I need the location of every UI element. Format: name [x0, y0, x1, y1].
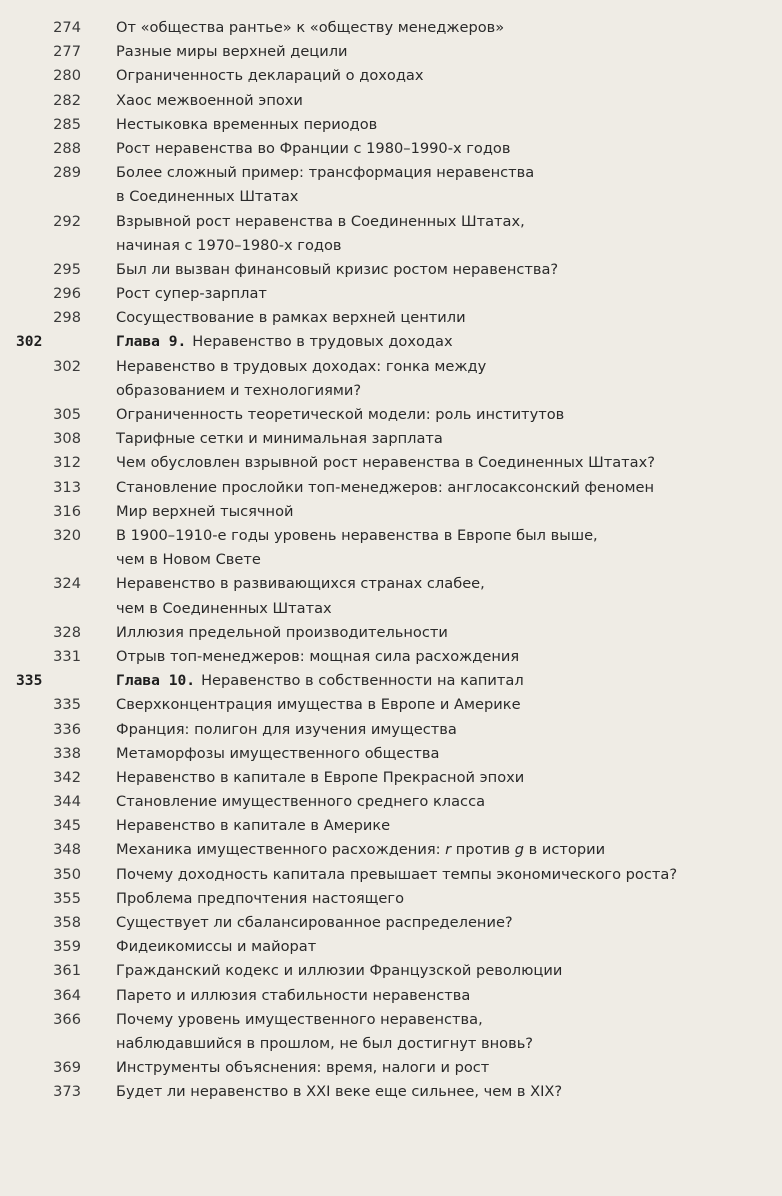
- entry-title-line: Неравенство в капитале в Америке: [116, 817, 391, 835]
- entry-title-line: Ограниченность теоретической модели: роль институтов: [116, 406, 565, 424]
- page-number: 282: [53, 91, 81, 109]
- chapter-title-text: Неравенство в трудовых доходах: [192, 333, 453, 351]
- chapter-title: [116, 669, 772, 693]
- entry-title-line: Неравенство в капитале в Европе Прекрасной эпохи: [116, 768, 525, 786]
- entry-title: [116, 16, 772, 40]
- page-number: 358: [53, 914, 81, 932]
- entry-title-line: Будет ли неравенство в XXI веке еще сильнее, чем в XIX?: [116, 1083, 563, 1101]
- page-number: 324: [53, 575, 81, 593]
- page-number: 289: [53, 164, 81, 182]
- entry-title-line: Рост супер-зарплат: [116, 285, 267, 303]
- entry-title-line: Разные миры верхней децили: [116, 43, 348, 61]
- entry-title-line: Чем обусловлен взрывной рост неравенства в Соединенных Штатах?: [116, 454, 656, 472]
- toc-entry: [0, 403, 782, 427]
- toc-entry: [0, 766, 782, 790]
- entry-title: [116, 790, 772, 814]
- entry-title: [116, 766, 772, 790]
- page-number: 355: [53, 889, 81, 907]
- entry-title-line: Почему уровень имущественного неравенства,: [116, 1010, 483, 1028]
- toc-entry: [0, 572, 782, 620]
- entry-title-line: Фидеикомиссы и майорат: [116, 938, 317, 956]
- entry-title-line: Почему доходность капитала превышает темпы экономического роста?: [116, 865, 678, 883]
- entry-title: [116, 1080, 772, 1104]
- page-number: 280: [53, 67, 81, 85]
- page-number: 312: [53, 454, 81, 472]
- entry-title-line: начиная с 1970–1980-х годов: [116, 236, 342, 254]
- toc-entry: [0, 500, 782, 524]
- page-number: 316: [53, 502, 81, 520]
- entry-title: [116, 742, 772, 766]
- chapter-page-number: 335: [16, 672, 43, 690]
- entry-title: [116, 355, 772, 403]
- entry-title-line: В 1900–1910-е годы уровень неравенства в Европе был выше,: [116, 526, 598, 544]
- chapter-label: Глава 10.: [116, 672, 196, 690]
- entry-title: [116, 621, 772, 645]
- page-number: 292: [53, 212, 81, 230]
- toc-entry: [0, 137, 782, 161]
- toc-entry: [0, 814, 782, 838]
- page-number: 350: [53, 865, 81, 883]
- table-of-contents: [0, 16, 782, 1105]
- page-number: 373: [53, 1083, 81, 1101]
- entry-title: [116, 959, 772, 983]
- entry-title: [116, 282, 772, 306]
- chapter-page-number: 302: [16, 333, 43, 351]
- entry-title-line: Иллюзия предельной производительности: [116, 623, 448, 641]
- entry-title-segment: Механика имущественного расхождения:: [116, 841, 446, 859]
- toc-entry: [0, 693, 782, 717]
- entry-title: [116, 572, 772, 620]
- page-number: 295: [53, 260, 81, 278]
- toc-entry: [0, 959, 782, 983]
- entry-title: [116, 911, 772, 935]
- entry-title: [116, 838, 772, 862]
- entry-title: [116, 718, 772, 742]
- toc-entry: [0, 645, 782, 669]
- entry-title: [116, 89, 772, 113]
- entry-title-line: Существует ли сбалансированное распределение?: [116, 914, 513, 932]
- toc-entry: [0, 355, 782, 403]
- chapter-title: [116, 330, 772, 354]
- entry-title-line: Хаос межвоенной эпохи: [116, 91, 303, 109]
- page-number: 369: [53, 1059, 81, 1077]
- entry-title-segment: r: [445, 841, 452, 859]
- toc-entry: [0, 64, 782, 88]
- entry-title: [116, 403, 772, 427]
- entry-title: [116, 1056, 772, 1080]
- entry-title-line: в Соединенных Штатах: [116, 188, 299, 206]
- page-number: 344: [53, 793, 81, 811]
- entry-title-line: Отрыв топ-менеджеров: мощная сила расхождения: [116, 647, 520, 665]
- toc-entry: [0, 40, 782, 64]
- toc-entry: [0, 258, 782, 282]
- page-number: 338: [53, 744, 81, 762]
- toc-entry: [0, 742, 782, 766]
- entry-title-line: Сосуществование в рамках верхней центили: [116, 309, 466, 327]
- toc-entry: [0, 984, 782, 1008]
- entry-title-segment: g: [514, 841, 525, 859]
- entry-title-line: Метаморфозы имущественного общества: [116, 744, 440, 762]
- toc-entry: [0, 887, 782, 911]
- page-number: 359: [53, 938, 81, 956]
- toc-entry: [0, 282, 782, 306]
- entry-title: [116, 863, 772, 887]
- page-number: 313: [53, 478, 81, 496]
- toc-entry: [0, 451, 782, 475]
- entry-title-line: Проблема предпочтения настоящего: [116, 889, 404, 907]
- entry-title-line: образованием и технологиями?: [116, 381, 362, 399]
- entry-title: [116, 306, 772, 330]
- toc-entry: [0, 790, 782, 814]
- page-number: 298: [53, 309, 81, 327]
- toc-entry: [0, 524, 782, 572]
- entry-title: [116, 161, 772, 209]
- toc-entry: [0, 16, 782, 40]
- toc-entry: [0, 210, 782, 258]
- toc-entry: [0, 621, 782, 645]
- entry-title-line: Инструменты объяснения: время, налоги и рост: [116, 1059, 490, 1077]
- page-number: 364: [53, 986, 81, 1004]
- entry-title-line: Мир верхней тысячной: [116, 502, 294, 520]
- page-number: 274: [53, 19, 81, 36]
- toc-entry: [0, 1080, 782, 1104]
- page-number: 328: [53, 623, 81, 641]
- chapter-label: Глава 9.: [116, 333, 187, 351]
- page-number: 308: [53, 430, 81, 448]
- entry-title-segment: против: [451, 841, 515, 859]
- toc-entry: [0, 161, 782, 209]
- entry-title: [116, 935, 772, 959]
- entry-title: [116, 984, 772, 1008]
- page-number: 296: [53, 285, 81, 303]
- toc-entry: [0, 935, 782, 959]
- chapter-heading: [0, 669, 782, 693]
- entry-title-line: наблюдавшийся в прошлом, не был достигнут вновь?: [116, 1034, 534, 1052]
- page-number: 361: [53, 962, 81, 980]
- entry-title-line: Взрывной рост неравенства в Соединенных Штатах,: [116, 212, 525, 230]
- page-number: 342: [53, 768, 81, 786]
- page-number: 335: [53, 696, 81, 714]
- entry-title-line: Более сложный пример: трансформация неравенства: [116, 164, 535, 182]
- entry-title: [116, 258, 772, 282]
- entry-title-line: От «общества рантье» к «обществу менеджеров»: [116, 19, 505, 36]
- entry-title-line: Становление имущественного среднего класса: [116, 793, 486, 811]
- page-number: 366: [53, 1010, 81, 1028]
- entry-title-line: Сверхконцентрация имущества в Европе и Америке: [116, 696, 521, 714]
- entry-title: [116, 210, 772, 258]
- toc-entry: [0, 718, 782, 742]
- entry-title-line: Был ли вызван финансовый кризис ростом неравенства?: [116, 260, 559, 278]
- entry-title-line: чем в Соединенных Штатах: [116, 599, 332, 617]
- entry-title: [116, 427, 772, 451]
- page-number: 305: [53, 406, 81, 424]
- entry-title-line: Нестыковка временных периодов: [116, 115, 378, 133]
- entry-title-line: Неравенство в трудовых доходах: гонка между: [116, 357, 487, 375]
- page-number: 331: [53, 647, 81, 665]
- entry-title: [116, 524, 772, 572]
- toc-entry: [0, 113, 782, 137]
- entry-title: [116, 64, 772, 88]
- entry-title: [116, 451, 772, 475]
- page-number: 320: [53, 526, 81, 544]
- entry-title: [116, 500, 772, 524]
- entry-title: [116, 1008, 772, 1056]
- entry-title: [116, 814, 772, 838]
- toc-entry: [0, 89, 782, 113]
- page-number: 285: [53, 115, 81, 133]
- chapter-title-text: Неравенство в собственности на капитал: [201, 672, 524, 690]
- entry-title: [116, 645, 772, 669]
- page-number: 277: [53, 43, 81, 61]
- entry-title-line: Неравенство в развивающихся странах слабее,: [116, 575, 485, 593]
- entry-title: [116, 476, 772, 500]
- entry-title-segment: в истории: [524, 841, 606, 859]
- entry-title-line: Парето и иллюзия стабильности неравенства: [116, 986, 471, 1004]
- page-number: 302: [53, 357, 81, 375]
- toc-entry: [0, 476, 782, 500]
- toc-entry: [0, 1056, 782, 1080]
- chapter-heading: [0, 330, 782, 354]
- entry-title-line: чем в Новом Свете: [116, 551, 261, 569]
- entry-title-line: [116, 838, 772, 862]
- toc-entry: [0, 863, 782, 887]
- toc-entry: [0, 838, 782, 862]
- toc-entry: [0, 427, 782, 451]
- page-number: 288: [53, 139, 81, 157]
- entry-title-line: Становление прослойки топ-менеджеров: англосаксонский феномен: [116, 478, 654, 496]
- entry-title-line: Рост неравенства во Франции с 1980–1990-х годов: [116, 139, 511, 157]
- toc-entry: [0, 306, 782, 330]
- entry-title: [116, 113, 772, 137]
- page-number: 336: [53, 720, 81, 738]
- entry-title: [116, 137, 772, 161]
- entry-title-line: Гражданский кодекс и иллюзии Французской революции: [116, 962, 563, 980]
- toc-entry: [0, 1008, 782, 1056]
- entry-title-line: Франция: полигон для изучения имущества: [116, 720, 457, 738]
- entry-title: [116, 693, 772, 717]
- entry-title: [116, 887, 772, 911]
- page-number: 345: [53, 817, 81, 835]
- entry-title: [116, 40, 772, 64]
- entry-title-line: Ограниченность деклараций о доходах: [116, 67, 424, 85]
- entry-title-line: Тарифные сетки и минимальная зарплата: [116, 430, 443, 448]
- page-number: 348: [53, 841, 81, 859]
- toc-entry: [0, 911, 782, 935]
